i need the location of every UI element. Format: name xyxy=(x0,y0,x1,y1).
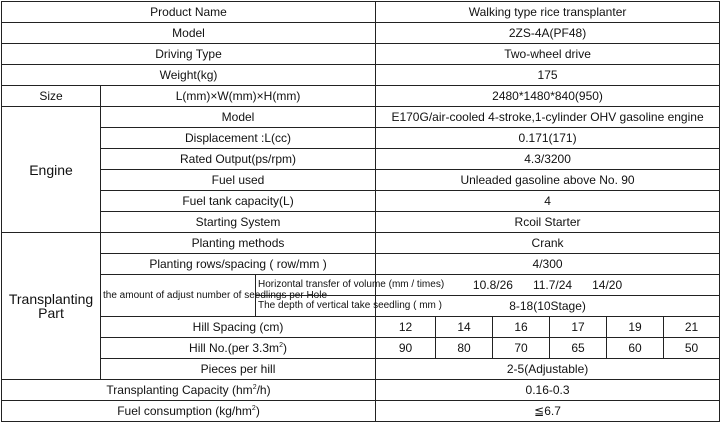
hill-no-label-sup: 2 xyxy=(279,342,283,349)
row-weight xyxy=(2,65,720,86)
hill-spacing-label: Hill Spacing (cm) xyxy=(101,317,376,338)
adjust-seedlings-label: the amount of adjust number of seedlings per Hole xyxy=(101,275,256,317)
vertical-depth-label: The depth of vertical take seedling ( mm ) xyxy=(256,296,376,317)
product-name-value: Walking type rice transplanter xyxy=(376,2,720,23)
fuel-used-label: Fuel used xyxy=(101,170,376,191)
row-capacity xyxy=(2,380,720,401)
hill-spacing-value: 17 xyxy=(550,317,607,338)
planting-rows-value: 4/300 xyxy=(376,254,720,275)
rated-output-label: Rated Output(ps/rpm) xyxy=(101,149,376,170)
engine-row-starting-system xyxy=(2,212,720,233)
model-value: 2ZS-4A(PF48) xyxy=(376,23,720,44)
fuel-consumption-label-prefix: Fuel consumption (kg/hm xyxy=(117,404,252,418)
vertical-depth-value: 8-18(10Stage) xyxy=(376,296,720,317)
hill-no-label-prefix: Hill No.(per 3.3m xyxy=(189,341,280,355)
engine-model-value: E170G/air-cooled 4-stroke,1-cylinder OHV gasoline engine xyxy=(376,107,720,128)
engine-row-fuel-used xyxy=(2,170,720,191)
driving-type-value: Two-wheel drive xyxy=(376,44,720,65)
rated-output-value: 4.3/3200 xyxy=(376,149,720,170)
transplanting-row-rows xyxy=(2,254,720,275)
fuel-consumption-value: ≦6.7 xyxy=(376,401,720,422)
capacity-label xyxy=(2,380,376,401)
transplanting-label-line1: Transplanting xyxy=(8,291,94,307)
displacement-value: 0.171(171) xyxy=(376,128,720,149)
engine-section-label: Engine xyxy=(2,107,101,233)
hill-no-label-suffix: ) xyxy=(282,341,287,355)
engine-row-fuel-tank xyxy=(2,191,720,212)
hill-no-value: 60 xyxy=(607,338,664,359)
capacity-label-sup: 2 xyxy=(252,384,257,391)
capacity-label-suffix: /h) xyxy=(256,383,271,397)
hill-spacing-value: 16 xyxy=(493,317,550,338)
displacement-label: Displacement :L(cc) xyxy=(101,128,376,149)
hill-spacing-value: 12 xyxy=(376,317,436,338)
transplanting-row-methods xyxy=(2,233,720,254)
hill-spacing-value: 21 xyxy=(664,317,720,338)
transplanting-row-horizontal xyxy=(2,275,720,296)
product-name-label: Product Name xyxy=(2,2,376,23)
transplanting-label-line2: Part xyxy=(38,305,64,321)
engine-row-rated-output xyxy=(2,149,720,170)
row-size xyxy=(2,86,720,107)
weight-value: 175 xyxy=(376,65,720,86)
hill-no-value: 90 xyxy=(376,338,436,359)
transplanting-section-label xyxy=(2,233,101,380)
hill-no-label xyxy=(101,338,376,359)
planting-methods-label: Planting methods xyxy=(101,233,376,254)
hill-no-value: 80 xyxy=(436,338,493,359)
engine-model-label: Model xyxy=(101,107,376,128)
size-label: Size xyxy=(2,86,101,107)
transplanting-row-hill-no xyxy=(2,338,720,359)
fuel-tank-value: 4 xyxy=(376,191,720,212)
hill-no-value: 70 xyxy=(493,338,550,359)
hill-no-value: 50 xyxy=(664,338,720,359)
horizontal-transfer-label: Horizontal transfer of volume (mm / times) xyxy=(256,275,376,296)
engine-row-model xyxy=(2,107,720,128)
planting-methods-value: Crank xyxy=(376,233,720,254)
transplanting-row-hill-spacing xyxy=(2,317,720,338)
spec-table xyxy=(1,1,720,422)
size-sublabel: L(mm)×W(mm)×H(mm) xyxy=(101,86,376,107)
row-fuel-consumption xyxy=(2,401,720,422)
engine-row-displacement xyxy=(2,128,720,149)
size-value: 2480*1480*840(950) xyxy=(376,86,720,107)
model-label: Model xyxy=(2,23,376,44)
fuel-consumption-label-suffix: ) xyxy=(255,404,260,418)
hill-spacing-value: 19 xyxy=(607,317,664,338)
row-product-name xyxy=(2,2,720,23)
fuel-tank-label: Fuel tank capacity(L) xyxy=(101,191,376,212)
pieces-per-hill-value: 2-5(Adjustable) xyxy=(376,359,720,380)
capacity-label-prefix: Transplanting Capacity (hm xyxy=(106,383,253,397)
fuel-used-value: Unleaded gasoline above No. 90 xyxy=(376,170,720,191)
driving-type-label: Driving Type xyxy=(2,44,376,65)
horizontal-transfer-value: 10.8/26 11.7/24 14/20 xyxy=(376,275,720,296)
starting-system-value: Rcoil Starter xyxy=(376,212,720,233)
planting-rows-label: Planting rows/spacing ( row/mm ) xyxy=(101,254,376,275)
pieces-per-hill-label: Pieces per hill xyxy=(101,359,376,380)
hill-spacing-value: 14 xyxy=(436,317,493,338)
transplanting-row-pieces xyxy=(2,359,720,380)
fuel-consumption-label xyxy=(2,401,376,422)
row-model xyxy=(2,23,720,44)
capacity-value: 0.16-0.3 xyxy=(376,380,720,401)
weight-label: Weight(kg) xyxy=(2,65,376,86)
row-driving-type xyxy=(2,44,720,65)
hill-no-value: 65 xyxy=(550,338,607,359)
starting-system-label: Starting System xyxy=(101,212,376,233)
fuel-consumption-label-sup: 2 xyxy=(251,405,256,412)
